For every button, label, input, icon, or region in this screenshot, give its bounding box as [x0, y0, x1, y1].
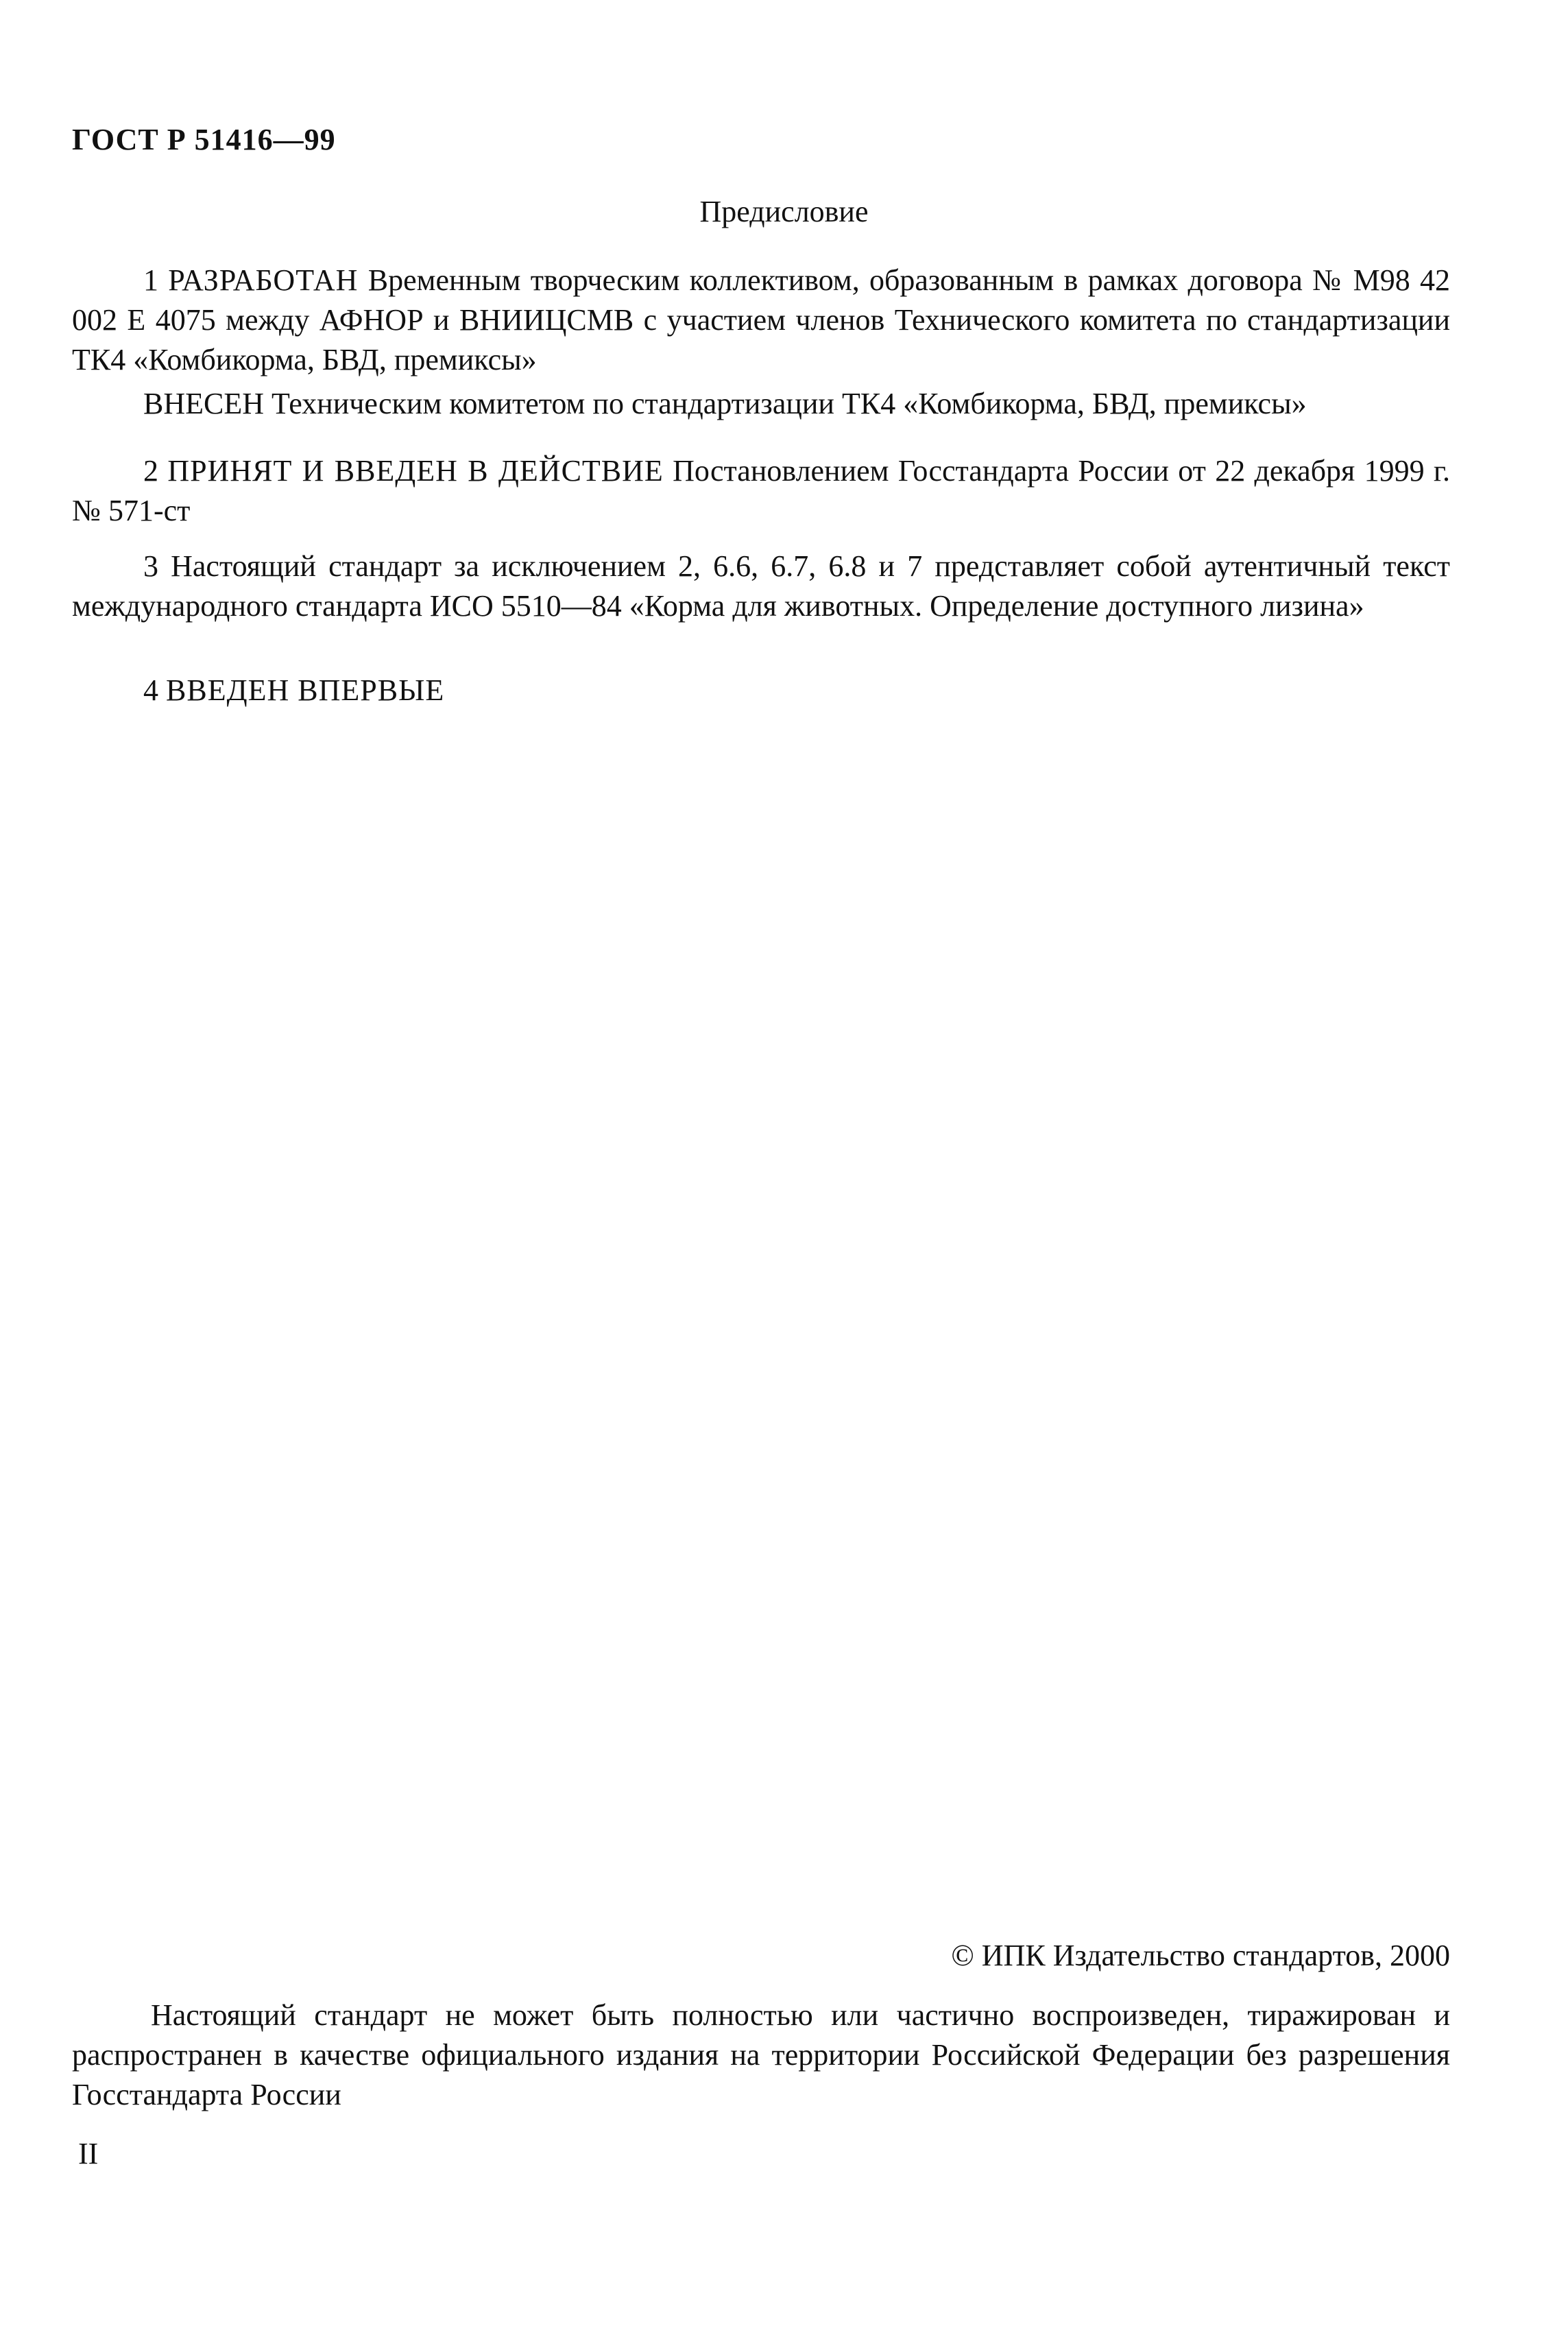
item-text: Постановлением Госстандарта России от 22 декабря 1999 г. № 571-ст	[72, 454, 1450, 527]
foreword-item-3	[72, 547, 1450, 626]
foreword-item-1	[72, 261, 1450, 380]
item-lead: ВНЕСЕН	[143, 387, 264, 420]
foreword-item-1b	[72, 384, 1450, 424]
foreword-item-4	[72, 671, 1450, 710]
item-text: Временным творческим коллективом, образованным в рамках договора № М98 42 002 Е 4075 между АФНОР и ВНИИЦСМВ с участием членов Технического комитета по стандартизации ТК4 «Комбикорма, БВД, премиксы»	[72, 263, 1451, 376]
page-number: II	[78, 2137, 99, 2170]
item-lead: РАЗРАБОТАН	[168, 263, 359, 297]
item-number: 3	[143, 549, 158, 583]
document-code: ГОСТ Р 51416—99	[72, 123, 336, 156]
copyright-line: © ИПК Издательство стандартов, 2000	[951, 1939, 1450, 1972]
foreword-item-2	[72, 451, 1450, 531]
item-lead: ПРИНЯТ И ВВЕДЕН В ДЕЙСТВИЕ	[167, 454, 664, 488]
item-number: 2	[143, 454, 158, 488]
item-number: 4	[143, 673, 158, 707]
item-number: 1	[143, 263, 158, 297]
section-title: Предисловие	[699, 195, 869, 228]
item-text: Техническим комитетом по стандартизации ТК4 «Комбикорма, БВД, премиксы»	[272, 387, 1307, 420]
item-lead: ВВЕДЕН ВПЕРВЫЕ	[166, 673, 445, 707]
reproduction-notice: Настоящий стандарт не может быть полностью или частично воспроизведен, тиражирован и распространен в качестве официального издания на территории Российской Федерации без разрешения Госстандарта России	[72, 1998, 1450, 2111]
item-text: Настоящий стандарт за исключением 2, 6.6, 6.7, 6.8 и 7 представляет собой аутентичный текст международного стандарта ИСО 5510—84 «Корма для животных. Определение доступного лизина»	[72, 549, 1450, 623]
